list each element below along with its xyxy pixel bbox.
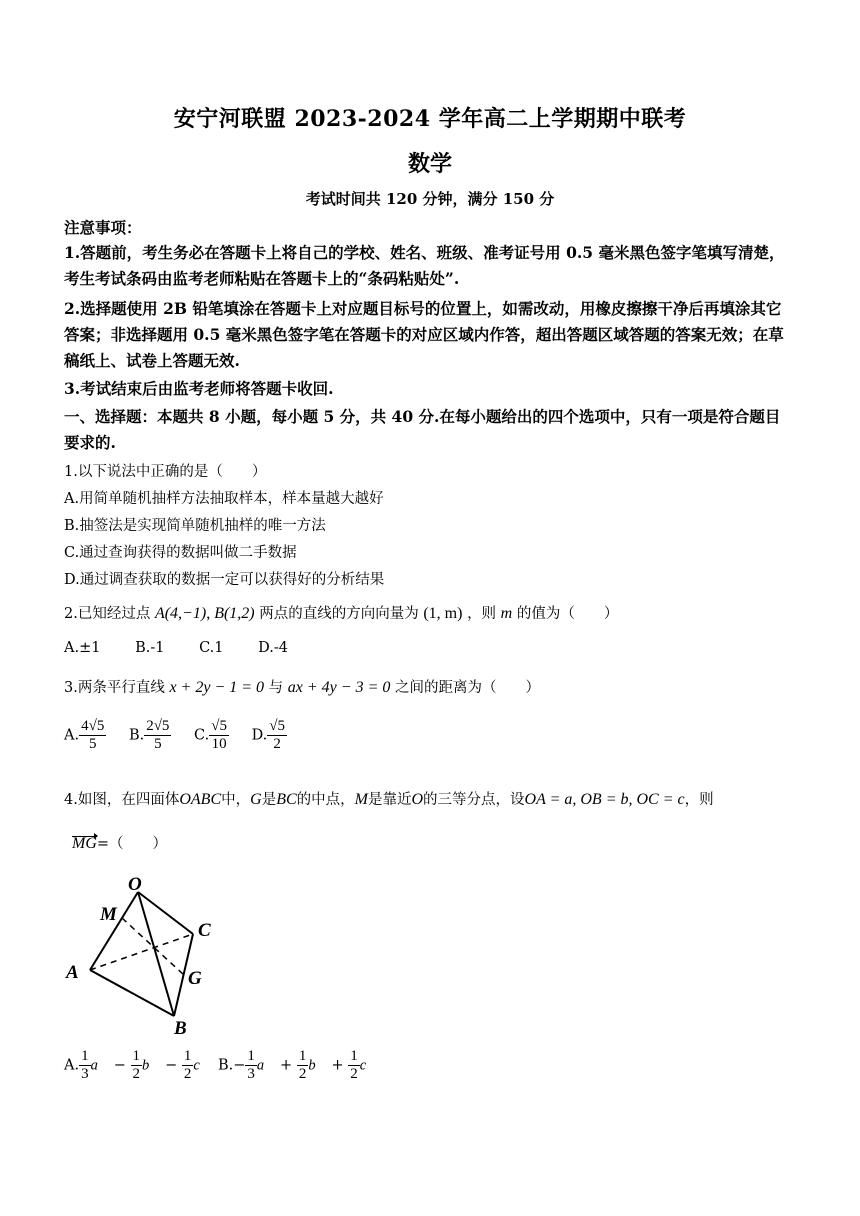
q1-option-c: C.通过查询获得的数据叫做二手数据: [64, 545, 297, 561]
note-3: 3.考试结束后由监考老师将答题卡收回.: [64, 379, 334, 398]
q3-line2: ax + 4y − 3 = 0: [287, 679, 391, 696]
q4-stem: 4.如图，在四面体OABC中，G是BC的中点，M是靠近O的三等分点，设OA = a, OB = b, OC = c，则: [64, 791, 714, 808]
label-a: A: [66, 962, 79, 983]
q2-points: A(4,−1), B(1,2): [154, 605, 255, 622]
q2-options: A.±1 B.-1 C.1 D.-4: [64, 640, 288, 656]
q4-option-a: A. $\frac{1}{3}$ a⃗ − $\frac{1}{2}$ b⃗ − $\frac{1}{2}$ c⃗: [64, 1048, 212, 1082]
q3-stem: 3.两条平行直线 x + 2y − 1 = 0 与 ax + 4y − 3 = 0 之间的距离为（ ）: [64, 679, 540, 696]
tetrahedron-figure: [60, 868, 230, 1040]
q3-line1: x + 2y − 1 = 0: [169, 679, 265, 696]
note-1: 1.答题前，考生务必在答题卡上将自己的学校、姓名、班级、准考证号用 0.5 毫米黑色签字笔填写清楚，考生考试条码由监考老师粘贴在答题卡上的“条码粘贴处”.: [64, 243, 785, 288]
q2-stem: 2.已知经过点 A(4,−1), B(1,2) 两点的直线的方向向量为 (1, m) ，则 m 的值为（ ）: [64, 605, 619, 622]
q4-ask: MG=（ ）: [72, 835, 168, 852]
exam-info: 考试时间共 120 分钟，满分 150 分: [305, 190, 555, 208]
subject-title: 数学: [407, 151, 452, 177]
q1-option-d: D.通过调查获取的数据一定可以获得好的分析结果: [64, 572, 385, 588]
vector-mg: MG: [72, 835, 97, 852]
exam-title: 安宁河联盟 2023-2024 学年高二上学期期中联考: [173, 106, 687, 132]
q4-vector-defs: OA = a, OB = b, OC = c: [524, 791, 685, 808]
note-2: 2.选择题使用 2B 铅笔填涂在答题卡上对应题目标号的位置上，如需改动，用橡皮擦擦干净后再填涂其它答案；非选择题用 0.5 毫米黑色签字笔在答题卡的对应区域内作答，超出答题区域答题的答案无效；在草稿纸上、试卷上答题无效.: [64, 299, 784, 370]
q1-option-a: A.用简单随机抽样方法抽取样本，样本量越大越好: [64, 491, 384, 507]
q1-stem: 1.以下说法中正确的是（ ）: [64, 464, 267, 480]
q2-vector: (1, m): [423, 605, 463, 622]
notes-heading: 注意事项：: [64, 218, 142, 237]
label-o: O: [128, 874, 142, 895]
q1-option-b: B.抽签法是实现简单随机抽样的唯一方法: [64, 518, 326, 534]
label-b: B: [174, 1018, 187, 1039]
q3-options: A. $\frac{4√5}{5}$ B. $\frac{2√5}{5}$ C. $\frac{√5}{10}$ D. $\frac{√5}{2}$: [64, 718, 286, 752]
label-c: C: [198, 920, 211, 941]
section-heading: 一、选择题：本题共 8 小题，每小题 5 分，共 40 分.在每小题给出的四个选项中，只有一项是符合题目要求的.: [64, 407, 781, 452]
q4-option-b: B.− $\frac{1}{3}$ a⃗ + $\frac{1}{2}$ b⃗ + $\frac{1}{2}$ c⃗: [218, 1048, 378, 1082]
label-m: M: [100, 904, 117, 925]
label-g: G: [188, 968, 202, 989]
